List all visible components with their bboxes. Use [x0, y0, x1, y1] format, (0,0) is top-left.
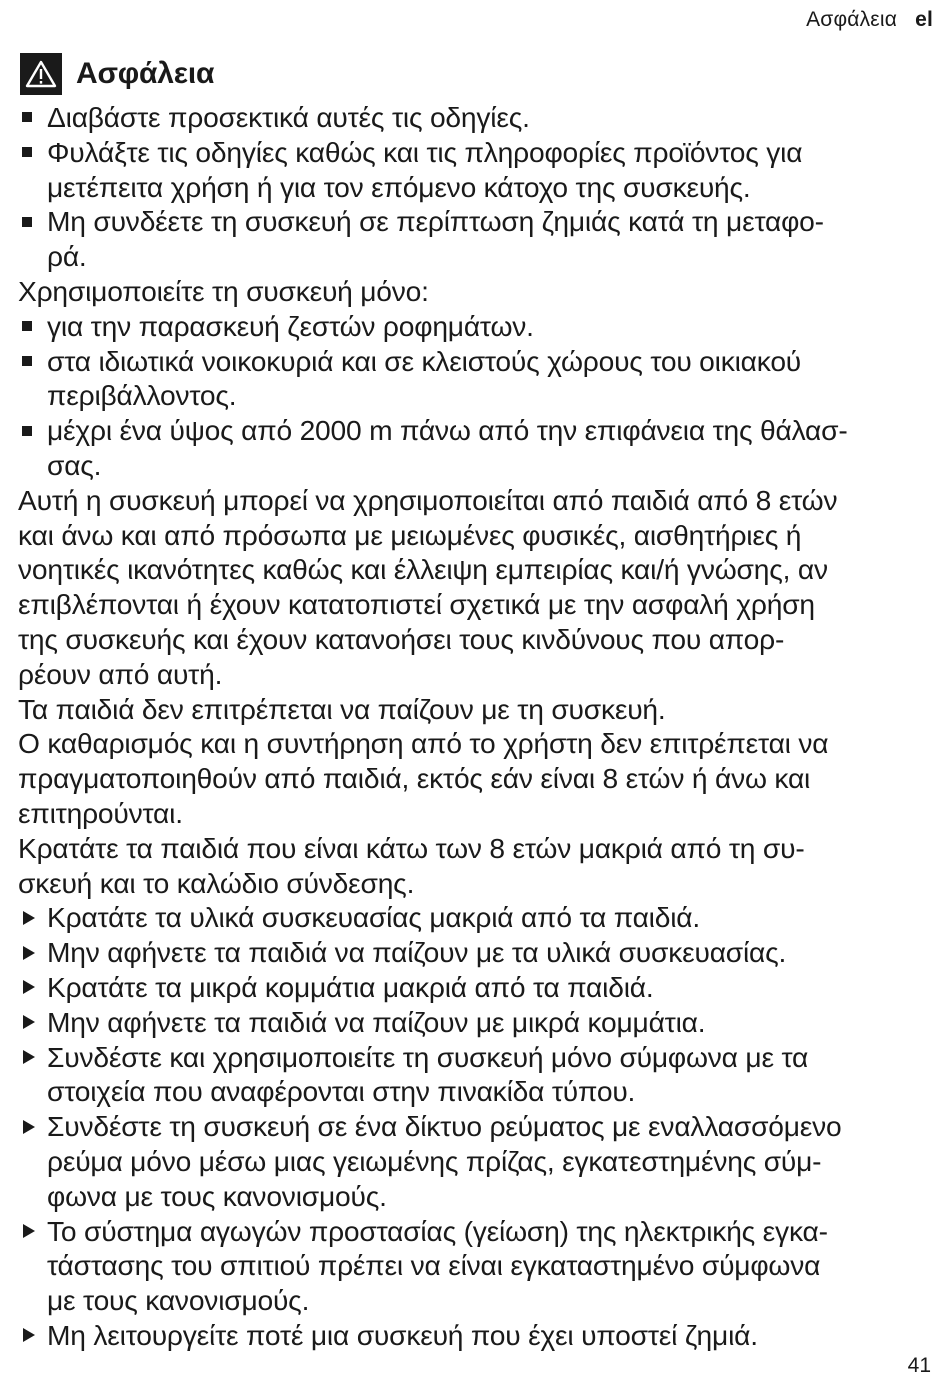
instruction-item: [18, 970, 936, 1005]
text-line: φωνα με τους κανονισμούς.: [47, 1179, 387, 1212]
triangle-arrow-icon: [20, 970, 40, 1005]
text-line: σκευή και το καλώδιο σύνδεσης.: [18, 866, 415, 899]
text-line: Μην αφήνετε τα παιδιά να παίζουν με τα υλικά συσκευασίας.: [47, 936, 787, 969]
text-line: Φυλάξτε τις οδηγίες καθώς και τις πληροφορίες προϊόντος για: [47, 135, 803, 168]
text-line: νοητικές ικανότητες καθώς και έλλειψη εμπειρίας και/ή γνώσης, αν: [18, 553, 828, 586]
bullet-item: [18, 413, 936, 483]
text-line: Κρατάτε τα μικρά κομμάτια μακριά από τα παιδιά.: [47, 970, 654, 1003]
bullet-item: [18, 135, 936, 205]
section-title: Ασφάλεια: [76, 56, 215, 90]
text-line: Κρατάτε τα υλικά συσκευασίας μακριά από τα παιδιά.: [47, 901, 701, 934]
text-blocks: [18, 100, 936, 1353]
text-line: Μη συνδέετε τη συσκευή σε περίπτωση ζημιάς κατά τη μεταφο-: [47, 205, 824, 238]
square-bullet-icon: [20, 100, 40, 135]
instruction-item: [18, 1109, 936, 1213]
instruction-item: [18, 1040, 936, 1110]
paragraph: [18, 692, 936, 727]
text-line: μέχρι ένα ύψος από 2000 m πάνω από την επιφάνεια της θάλασ-: [47, 414, 848, 447]
instruction-item: [18, 900, 936, 935]
text-line: και άνω και από πρόσωπα με μειωμένες φυσικές, αισθητήριες ή: [18, 518, 802, 551]
text-line: μετέπειτα χρήση ή για τον επόμενο κάτοχο της συσκευής.: [47, 170, 751, 203]
bullet-item: [18, 100, 936, 135]
text-line: Διαβάστε προσεκτικά αυτές τις οδηγίες.: [47, 101, 530, 133]
triangle-arrow-icon: [20, 1214, 40, 1249]
text-line: Ο καθαρισμός και η συντήρηση από το χρήστη δεν επιτρέπεται να: [18, 727, 829, 760]
text-line: Το σύστημα αγωγών προστασίας (γείωση) της ηλεκτρικής εγκα-: [47, 1214, 828, 1247]
text-line: Κρατάτε τα παιδιά που είναι κάτω των 8 ετών μακριά από τη συ-: [18, 831, 805, 864]
running-header: [806, 8, 933, 32]
header-language-code: el: [915, 8, 933, 31]
text-line: Τα παιδιά δεν επιτρέπεται να παίζουν με τη συσκευή.: [18, 692, 666, 725]
text-line: ρεύμα μόνο μέσω μιας γειωμένης πρίζας, εγκατεστημένης σύμ-: [47, 1144, 822, 1177]
text-line: επιβλέπονται ή έχουν κατατοπιστεί σχετικά με την ασφαλή χρήση: [18, 588, 815, 621]
paragraph: [18, 274, 936, 309]
page-content: [18, 48, 936, 1353]
text-line: επιτηρούνται.: [18, 796, 183, 829]
instruction-item: [18, 1005, 936, 1040]
text-line: ρέουν από αυτή.: [18, 657, 223, 690]
square-bullet-icon: [20, 413, 40, 448]
text-line: Μη λειτουργείτε ποτέ μια συσκευή που έχει υποστεί ζημιά.: [47, 1318, 758, 1351]
paragraph: [18, 726, 936, 830]
triangle-arrow-icon: [20, 935, 40, 970]
square-bullet-icon: [20, 309, 40, 344]
warning-icon: [20, 53, 62, 95]
square-bullet-icon: [20, 344, 40, 379]
instruction-item: [18, 935, 936, 970]
text-line: στα ιδιωτικά νοικοκυριά και σε κλειστούς χώρους του οικιακού: [47, 344, 802, 377]
text-line: περιβάλλοντος.: [47, 379, 237, 412]
text-line: με τους κανονισμούς.: [47, 1284, 310, 1317]
triangle-arrow-icon: [20, 900, 40, 935]
square-bullet-icon: [20, 135, 40, 170]
bullet-item: [18, 344, 936, 414]
triangle-arrow-icon: [20, 1040, 40, 1075]
text-line: ρά.: [47, 240, 87, 273]
text-line: Χρησιμοποιείτε τη συσκευή μόνο:: [18, 274, 429, 307]
instruction-item: [18, 1318, 936, 1353]
text-line: στοιχεία που αναφέρονται στην πινακίδα τύπου.: [47, 1075, 636, 1108]
square-bullet-icon: [20, 204, 40, 239]
text-line: πραγματοποιηθούν από παιδιά, εκτός εάν είναι 8 ετών ή άνω και: [18, 762, 811, 795]
paragraph: [18, 483, 936, 692]
text-line: τάστασης του σπιτιού πρέπει να είναι εγκαταστημένο σύμφωνα: [47, 1249, 821, 1282]
bullet-item: [18, 309, 936, 344]
text-line: Μην αφήνετε τα παιδιά να παίζουν με μικρά κομμάτια.: [47, 1005, 706, 1038]
text-line: Συνδέστε τη συσκευή σε ένα δίκτυο ρεύματος με εναλλασσόμενο: [47, 1110, 842, 1143]
text-line: σας.: [47, 448, 102, 481]
triangle-arrow-icon: [20, 1109, 40, 1144]
header-section-title: Ασφάλεια: [806, 8, 898, 31]
text-line: για την παρασκευή ζεστών ροφημάτων.: [47, 309, 534, 342]
section-heading: [18, 48, 936, 100]
page-number: 41: [907, 1354, 931, 1377]
text-line: της συσκευής και έχουν κατανοήσει τους κινδύνους που απορ-: [18, 622, 785, 655]
bullet-item: [18, 204, 936, 274]
triangle-arrow-icon: [20, 1005, 40, 1040]
paragraph: [18, 831, 936, 901]
triangle-arrow-icon: [20, 1318, 40, 1353]
text-line: Αυτή η συσκευή μπορεί να χρησιμοποιείται από παιδιά από 8 ετών: [18, 483, 838, 516]
instruction-item: [18, 1214, 936, 1318]
text-line: Συνδέστε και χρησιμοποιείτε τη συσκευή μόνο σύμφωνα με τα: [47, 1040, 809, 1073]
